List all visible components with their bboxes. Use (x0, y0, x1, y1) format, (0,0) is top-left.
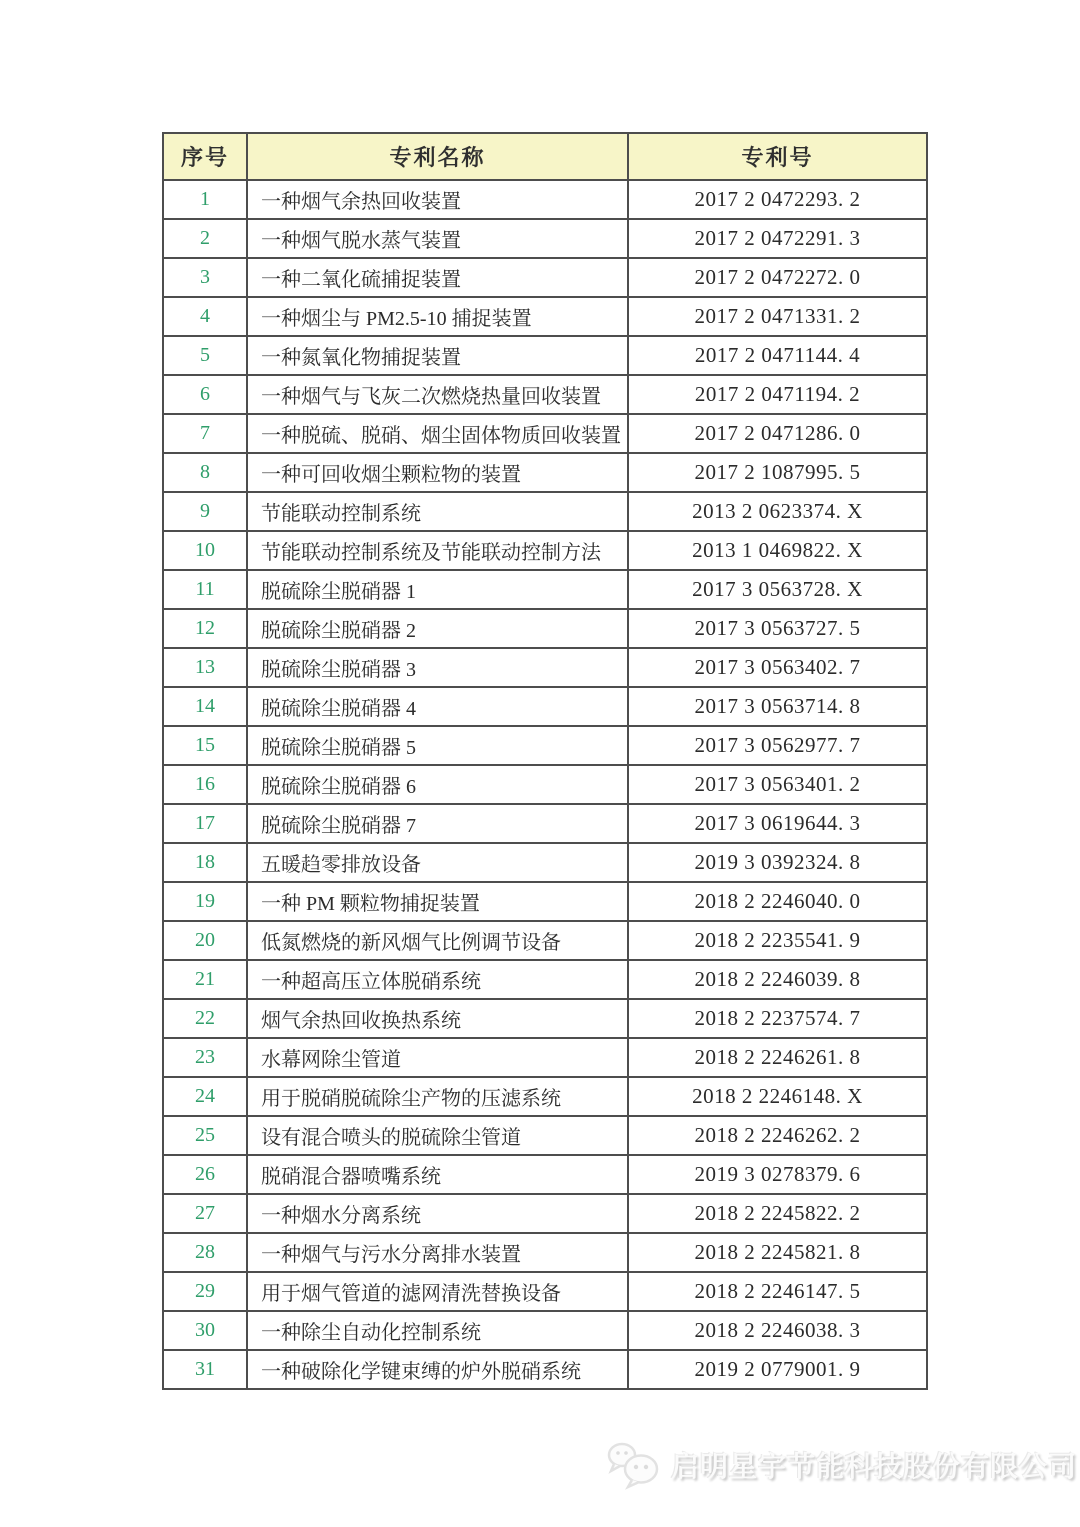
row-index-cell: 1 (163, 180, 247, 219)
table-row (163, 258, 927, 297)
patent-name-cell: 一种烟气余热回收装置 (247, 180, 628, 219)
table-row (163, 453, 927, 492)
row-index-cell: 3 (163, 258, 247, 297)
patent-name-cell: 节能联动控制系统及节能联动控制方法 (247, 531, 628, 570)
row-index-cell: 21 (163, 960, 247, 999)
row-index-cell: 27 (163, 1194, 247, 1233)
table-row (163, 1350, 927, 1389)
table-row (163, 609, 927, 648)
row-index-cell: 15 (163, 726, 247, 765)
table-row (163, 648, 927, 687)
table-row (163, 999, 927, 1038)
table-row (163, 531, 927, 570)
patent-name-cell: 节能联动控制系统 (247, 492, 628, 531)
patent-number-cell: 2019 2 0779001. 9 (628, 1350, 927, 1389)
patent-number-cell: 2017 2 0471194. 2 (628, 375, 927, 414)
row-index-cell: 12 (163, 609, 247, 648)
row-index-cell: 11 (163, 570, 247, 609)
table-row (163, 1272, 927, 1311)
patent-number-cell: 2017 3 0563728. X (628, 570, 927, 609)
row-index-cell: 6 (163, 375, 247, 414)
table-row (163, 804, 927, 843)
patent-name-cell: 一种烟尘与 PM2.5-10 捕捉装置 (247, 297, 628, 336)
table-row (163, 492, 927, 531)
patent-number-cell: 2017 2 0472291. 3 (628, 219, 927, 258)
table-row (163, 765, 927, 804)
row-index-cell: 26 (163, 1155, 247, 1194)
patent-number-cell: 2018 2 2246148. X (628, 1077, 927, 1116)
table-row (163, 219, 927, 258)
patent-name-cell: 水幕网除尘管道 (247, 1038, 628, 1077)
table-row (163, 843, 927, 882)
row-index-cell: 30 (163, 1311, 247, 1350)
row-index-cell: 2 (163, 219, 247, 258)
row-index-cell: 31 (163, 1350, 247, 1389)
patent-number-cell: 2018 2 2246040. 0 (628, 882, 927, 921)
table-row (163, 1038, 927, 1077)
patent-name-cell: 一种烟气与污水分离排水装置 (247, 1233, 628, 1272)
patent-number-cell: 2018 2 2246147. 5 (628, 1272, 927, 1311)
row-index-cell: 22 (163, 999, 247, 1038)
table-row (163, 960, 927, 999)
patent-name-cell: 一种烟气与飞灰二次燃烧热量回收装置 (247, 375, 628, 414)
table-row (163, 297, 927, 336)
patent-name-cell: 一种 PM 颗粒物捕捉装置 (247, 882, 628, 921)
patent-name-cell: 一种烟水分离系统 (247, 1194, 628, 1233)
patent-number-cell: 2018 2 2245821. 8 (628, 1233, 927, 1272)
patent-number-cell: 2017 3 0619644. 3 (628, 804, 927, 843)
patent-number-cell: 2017 2 0471331. 2 (628, 297, 927, 336)
row-index-cell: 19 (163, 882, 247, 921)
row-index-cell: 16 (163, 765, 247, 804)
header-cell-number: 专利号 (628, 133, 927, 180)
patent-table (162, 132, 928, 1390)
row-index-cell: 25 (163, 1116, 247, 1155)
patent-name-cell: 一种除尘自动化控制系统 (247, 1311, 628, 1350)
patent-name-cell: 用于脱硝脱硫除尘产物的压滤系统 (247, 1077, 628, 1116)
table-row (163, 921, 927, 960)
patent-number-cell: 2017 3 0563714. 8 (628, 687, 927, 726)
patent-number-cell: 2017 2 0472293. 2 (628, 180, 927, 219)
patent-number-cell: 2018 2 2246262. 2 (628, 1116, 927, 1155)
patent-number-cell: 2018 2 2235541. 9 (628, 921, 927, 960)
row-index-cell: 20 (163, 921, 247, 960)
row-index-cell: 10 (163, 531, 247, 570)
table-row (163, 570, 927, 609)
patent-number-cell: 2017 3 0563402. 7 (628, 648, 927, 687)
table-row (163, 1116, 927, 1155)
patent-number-cell: 2018 2 2246261. 8 (628, 1038, 927, 1077)
patent-name-cell: 一种超高压立体脱硝系统 (247, 960, 628, 999)
table-row (163, 375, 927, 414)
patent-name-cell: 一种二氧化硫捕捉装置 (247, 258, 628, 297)
patent-name-cell: 脱硫除尘脱硝器 7 (247, 804, 628, 843)
patent-name-cell: 设有混合喷头的脱硫除尘管道 (247, 1116, 628, 1155)
row-index-cell: 24 (163, 1077, 247, 1116)
watermark (606, 1440, 1077, 1490)
table-row (163, 882, 927, 921)
patent-number-cell: 2017 2 0471286. 0 (628, 414, 927, 453)
row-index-cell: 18 (163, 843, 247, 882)
patent-number-cell: 2017 3 0563401. 2 (628, 765, 927, 804)
patent-table-body (163, 180, 927, 1389)
table-row (163, 1077, 927, 1116)
patent-name-cell: 脱硫除尘脱硝器 2 (247, 609, 628, 648)
patent-number-cell: 2017 2 0471144. 4 (628, 336, 927, 375)
patent-name-cell: 脱硫除尘脱硝器 3 (247, 648, 628, 687)
row-index-cell: 13 (163, 648, 247, 687)
patent-name-cell: 五暖趋零排放设备 (247, 843, 628, 882)
table-row (163, 687, 927, 726)
table-row (163, 414, 927, 453)
header-row (163, 133, 927, 180)
header-cell-index: 序号 (163, 133, 247, 180)
row-index-cell: 4 (163, 297, 247, 336)
patent-name-cell: 用于烟气管道的滤网清洗替换设备 (247, 1272, 628, 1311)
patent-table-header (163, 133, 927, 180)
patent-name-cell: 一种脱硫、脱硝、烟尘固体物质回收装置 (247, 414, 628, 453)
patent-name-cell: 一种可回收烟尘颗粒物的装置 (247, 453, 628, 492)
row-index-cell: 14 (163, 687, 247, 726)
table-row (163, 1311, 927, 1350)
wechat-logo-icon (606, 1440, 662, 1490)
table-row (163, 1194, 927, 1233)
table-row (163, 180, 927, 219)
row-index-cell: 28 (163, 1233, 247, 1272)
patent-name-cell: 一种烟气脱水蒸气装置 (247, 219, 628, 258)
row-index-cell: 23 (163, 1038, 247, 1077)
company-name: 启明星宇节能科技股份有限公司 (671, 1451, 1078, 1482)
row-index-cell: 8 (163, 453, 247, 492)
header-cell-name: 专利名称 (247, 133, 628, 180)
patent-name-cell: 一种氮氧化物捕捉装置 (247, 336, 628, 375)
patent-number-cell: 2017 3 0563727. 5 (628, 609, 927, 648)
patent-number-cell: 2017 2 0472272. 0 (628, 258, 927, 297)
patent-number-cell: 2013 1 0469822. X (628, 531, 927, 570)
patent-number-cell: 2018 2 2246039. 8 (628, 960, 927, 999)
patent-number-cell: 2018 2 2245822. 2 (628, 1194, 927, 1233)
table-row (163, 1233, 927, 1272)
patent-name-cell: 烟气余热回收换热系统 (247, 999, 628, 1038)
patent-number-cell: 2019 3 0278379. 6 (628, 1155, 927, 1194)
patent-name-cell: 脱硫除尘脱硝器 5 (247, 726, 628, 765)
patent-number-cell: 2019 3 0392324. 8 (628, 843, 927, 882)
patent-name-cell: 脱硫除尘脱硝器 1 (247, 570, 628, 609)
row-index-cell: 29 (163, 1272, 247, 1311)
patent-name-cell: 脱硝混合器喷嘴系统 (247, 1155, 628, 1194)
row-index-cell: 5 (163, 336, 247, 375)
patent-number-cell: 2013 2 0623374. X (628, 492, 927, 531)
row-index-cell: 17 (163, 804, 247, 843)
patent-number-cell: 2017 3 0562977. 7 (628, 726, 927, 765)
patent-name-cell: 低氮燃烧的新风烟气比例调节设备 (247, 921, 628, 960)
table-row (163, 336, 927, 375)
row-index-cell: 7 (163, 414, 247, 453)
patent-number-cell: 2018 2 2237574. 7 (628, 999, 927, 1038)
patent-number-cell: 2017 2 1087995. 5 (628, 453, 927, 492)
patent-number-cell: 2018 2 2246038. 3 (628, 1311, 927, 1350)
table-row (163, 726, 927, 765)
patent-name-cell: 脱硫除尘脱硝器 4 (247, 687, 628, 726)
patent-name-cell: 脱硫除尘脱硝器 6 (247, 765, 628, 804)
row-index-cell: 9 (163, 492, 247, 531)
table-row (163, 1155, 927, 1194)
patent-name-cell: 一种破除化学键束缚的炉外脱硝系统 (247, 1350, 628, 1389)
